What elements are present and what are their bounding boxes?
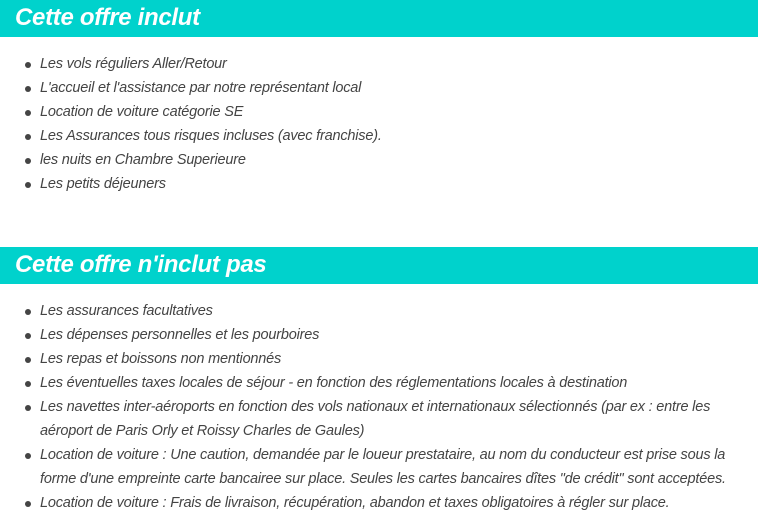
list-item: les nuits en Chambre Superieure [0, 148, 740, 172]
list-item: Location de voiture : Frais de livraison, récupération, abandon et taxes obligatoires à régler sur place. [0, 491, 740, 515]
bullet-icon [25, 333, 31, 339]
bullet-icon [25, 381, 31, 387]
excluded-section-title: Cette offre n'inclut pas [15, 251, 267, 278]
bullet-icon [25, 62, 31, 68]
bullet-icon [25, 158, 31, 164]
list-item: Les assurances facultatives [0, 299, 740, 323]
bullet-icon [25, 357, 31, 363]
included-section-header [0, 0, 758, 37]
included-list [0, 52, 740, 196]
list-item: Les petits déjeuners [0, 172, 740, 196]
bullet-icon [25, 501, 31, 507]
list-item: Les vols réguliers Aller/Retour [0, 52, 740, 76]
bullet-icon [25, 134, 31, 140]
bullet-icon [25, 182, 31, 188]
bullet-icon [25, 110, 31, 116]
list-item: Les dépenses personnelles et les pourboires [0, 323, 740, 347]
excluded-list [0, 299, 740, 515]
bullet-icon [25, 453, 31, 459]
excluded-section-header [0, 247, 758, 284]
list-item: Les éventuelles taxes locales de séjour - en fonction des réglementations locales à destination [0, 371, 740, 395]
bullet-icon [25, 405, 31, 411]
list-item: Location de voiture catégorie SE [0, 100, 740, 124]
list-item: Les repas et boissons non mentionnés [0, 347, 740, 371]
list-item: L'accueil et l'assistance par notre représentant local [0, 76, 740, 100]
list-item: Les navettes inter-aéroports en fonction des vols nationaux et internationaux sélectionnés (par ex : entre les aéroport de Paris Orly et Roissy Charles de Gaules) [0, 395, 740, 443]
list-item: Location de voiture : Une caution, demandée par le loueur prestataire, au nom du conducteur est prise sous la forme d'une empreinte carte bancairee sur place. Seules les cartes bancaires dîtes "de crédit" sont acceptées. [0, 443, 740, 491]
list-item: Les Assurances tous risques incluses (avec franchise). [0, 124, 740, 148]
included-section-title: Cette offre inclut [15, 4, 200, 31]
bullet-icon [25, 86, 31, 92]
bullet-icon [25, 309, 31, 315]
